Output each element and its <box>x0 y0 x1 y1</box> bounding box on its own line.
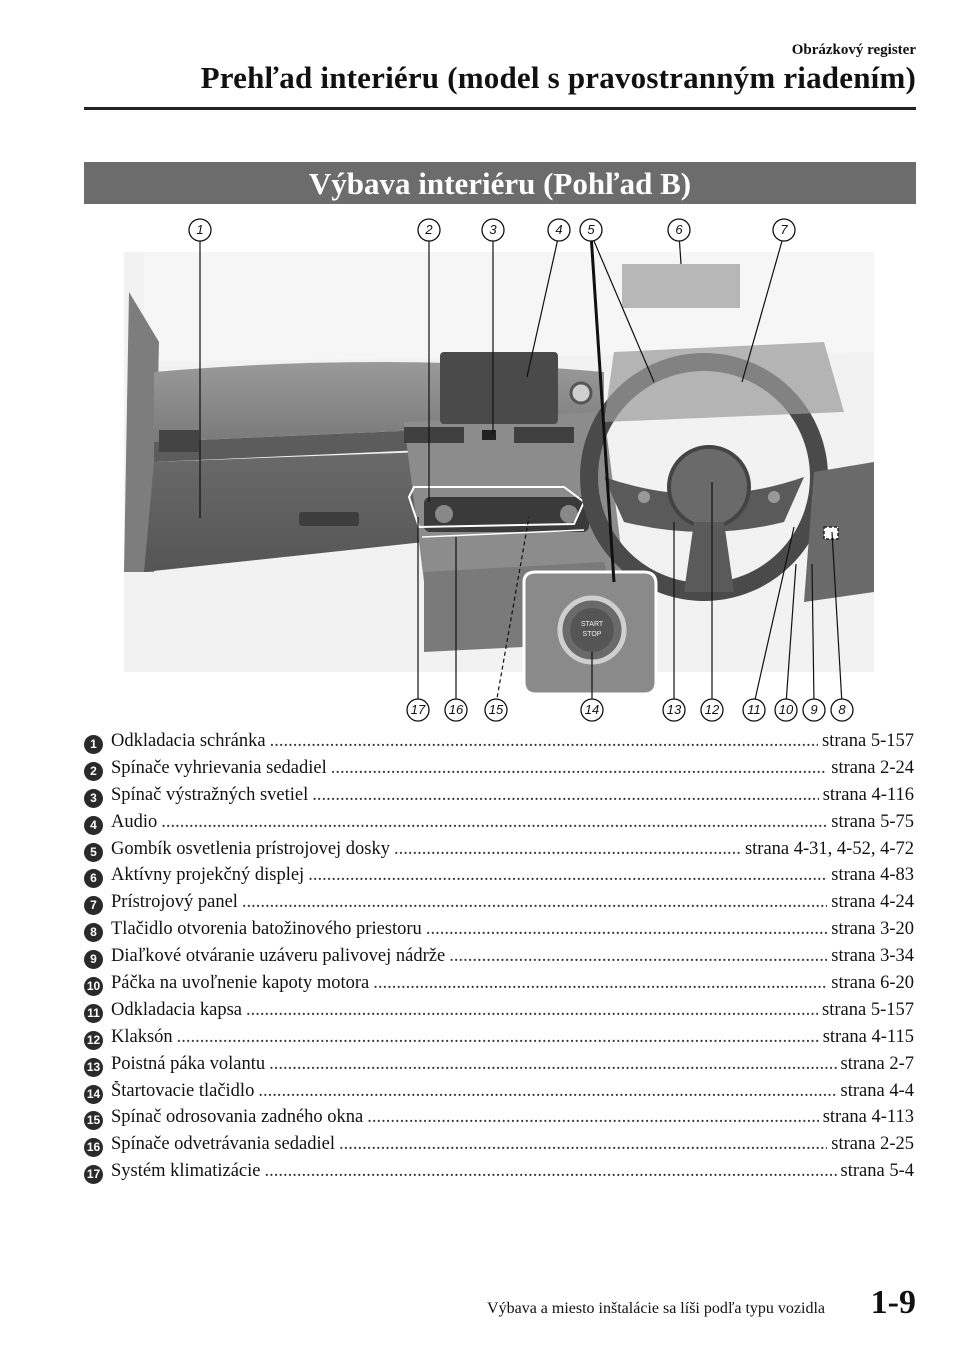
page-title: Prehľad interiéru (model s pravostranným riadením) <box>200 60 916 95</box>
start-button-inset <box>524 572 656 694</box>
leader-dots <box>265 1161 837 1182</box>
callout-11: 11 <box>742 698 766 722</box>
callout-4: 4 <box>547 218 571 242</box>
leader-dots <box>394 839 741 860</box>
page-reference: strana 3-34 <box>831 946 914 967</box>
legend-item <box>84 1134 914 1161</box>
legend-label: Tlačidlo otvorenia batožinového priestoru <box>111 919 422 940</box>
callout-17: 17 <box>406 698 430 722</box>
legend-label: Prístrojový panel <box>111 892 238 913</box>
callout-2: 2 <box>417 218 441 242</box>
legend-item <box>84 1027 914 1054</box>
page-reference: strana 3-20 <box>831 919 914 940</box>
callout-7: 7 <box>772 218 796 242</box>
callout-9: 9 <box>802 698 826 722</box>
title-rule <box>84 107 916 110</box>
dashboard-illustration <box>84 212 916 724</box>
page-reference: strana 2-25 <box>831 1134 914 1155</box>
legend-item <box>84 1107 914 1134</box>
page-reference: strana 4-116 <box>822 784 914 805</box>
legend-number: 11 <box>84 1004 103 1023</box>
callout-10: 10 <box>774 698 798 722</box>
leader-dots <box>242 892 827 913</box>
interior-figure <box>84 212 916 724</box>
page-reference: strana 5-157 <box>822 731 914 751</box>
leader-dots <box>312 785 818 806</box>
page-reference: strana 5-4 <box>840 1161 914 1182</box>
legend-number: 16 <box>84 1138 103 1157</box>
head-up-display <box>622 264 740 308</box>
legend-label: Klaksón <box>111 1026 173 1047</box>
legend-item <box>84 758 914 785</box>
legend-label: Spínač odrosovania zadného okna <box>111 1107 364 1128</box>
page-reference: strana 4-115 <box>822 1026 914 1047</box>
legend-number: 4 <box>84 816 103 835</box>
legend-label: Poistná páka volantu <box>111 1053 266 1074</box>
legend-number: 15 <box>84 1111 103 1130</box>
leader-dots <box>246 1000 818 1021</box>
page-reference: strana 4-24 <box>831 892 914 913</box>
callout-15: 15 <box>484 698 508 722</box>
callout-3: 3 <box>481 218 505 242</box>
legend-item <box>84 812 914 839</box>
callout-16: 16 <box>444 698 468 722</box>
climate-knob-left <box>435 505 453 523</box>
legend-label: Spínače odvetrávania sedadiel <box>111 1134 335 1155</box>
center-vent-left <box>404 427 464 443</box>
page-reference: strana 4-4 <box>840 1080 914 1101</box>
trunk-button-box <box>824 527 838 539</box>
legend-label: Gombík osvetlenia prístrojovej dosky <box>111 838 391 859</box>
page-number: 1-9 <box>870 1284 916 1321</box>
legend-item <box>84 1054 914 1081</box>
footer-text: Výbava a miesto inštalácie sa líši podľa typu vozidla <box>487 1300 825 1317</box>
callout-6: 6 <box>667 218 691 242</box>
legend-item <box>84 919 914 946</box>
legend-number: 7 <box>84 896 103 915</box>
instrument-cluster <box>604 342 844 422</box>
legend-item <box>84 946 914 973</box>
legend-label: Spínače vyhrievania sedadiel <box>111 757 327 778</box>
leader-dots <box>373 973 827 994</box>
legend-number: 13 <box>84 1058 103 1077</box>
legend-number: 17 <box>84 1165 103 1184</box>
legend-item <box>84 1000 914 1027</box>
callout-14: 14 <box>580 698 604 722</box>
leader-dots <box>177 1027 819 1048</box>
legend-label: Páčka na uvoľnenie kapoty motora <box>111 973 370 994</box>
legend-item <box>84 1081 914 1108</box>
callout-13: 13 <box>662 698 686 722</box>
legend-item <box>84 973 914 1000</box>
legend-label: Audio <box>111 811 158 832</box>
center-vent-right <box>514 427 574 443</box>
legend-number: 2 <box>84 762 103 781</box>
section-banner: Výbava interiéru (Pohľad B) <box>84 162 916 204</box>
right-side-panel <box>804 462 874 602</box>
page-reference: strana 5-157 <box>822 999 914 1020</box>
callout-8: 8 <box>830 698 854 722</box>
legend-label: Odkladacia kapsa <box>111 999 242 1020</box>
leader-dots <box>270 731 818 752</box>
legend-label: Štartovacie tlačidlo <box>111 1080 255 1101</box>
legend-number: 1 <box>84 735 103 754</box>
legend-number: 5 <box>84 843 103 862</box>
glovebox-handle <box>299 512 359 526</box>
start-button-text-stop: STOP <box>582 631 602 638</box>
legend-item <box>84 839 914 866</box>
legend-number: 3 <box>84 789 103 808</box>
hazard-button <box>482 430 496 440</box>
legend-item <box>84 785 914 812</box>
page-reference: strana 2-7 <box>840 1053 914 1074</box>
callout-5: 5 <box>579 218 603 242</box>
leader-dots <box>331 758 828 779</box>
callout-12: 12 <box>700 698 724 722</box>
callout-1: 1 <box>188 218 212 242</box>
section-label: Obrázkový register <box>791 42 916 58</box>
start-button-text-start: START <box>580 621 604 628</box>
legend-number: 12 <box>84 1031 103 1050</box>
legend-item <box>84 731 914 758</box>
left-vent <box>159 430 199 452</box>
leader-dots <box>269 1054 836 1075</box>
page-reference: strana 4-113 <box>822 1107 914 1128</box>
page-reference: strana 4-83 <box>831 865 914 886</box>
legend-item <box>84 865 914 892</box>
legend-label: Odkladacia schránka <box>111 731 266 751</box>
leader-dots <box>367 1107 818 1128</box>
legend-label: Diaľkové otváranie uzáveru palivovej nádrže <box>111 946 446 967</box>
legend-item <box>84 1161 914 1188</box>
legend-number: 8 <box>84 923 103 942</box>
legend-number: 14 <box>84 1085 103 1104</box>
legend-number: 10 <box>84 977 103 996</box>
page-reference: strana 4-31, 4-52, 4-72 <box>744 838 914 859</box>
legend-label: Systém klimatizácie <box>111 1161 261 1182</box>
legend-list <box>84 731 914 1188</box>
leader-dots <box>308 865 827 886</box>
center-display <box>440 352 558 424</box>
leader-dots <box>339 1134 827 1155</box>
leader-dots <box>161 812 827 833</box>
legend-label: Spínač výstražných svetiel <box>111 784 309 805</box>
legend-label: Aktívny projekčný displej <box>111 865 305 886</box>
page-reference: strana 6-20 <box>831 973 914 994</box>
legend-item <box>84 892 914 919</box>
leader-dots <box>258 1081 836 1102</box>
page-reference: strana 2-24 <box>831 757 914 778</box>
leader-dots <box>449 946 827 967</box>
legend-number: 6 <box>84 869 103 888</box>
display-knob <box>571 383 591 403</box>
leader-dots <box>426 919 827 940</box>
legend-number: 9 <box>84 950 103 969</box>
page-reference: strana 5-75 <box>831 811 914 832</box>
